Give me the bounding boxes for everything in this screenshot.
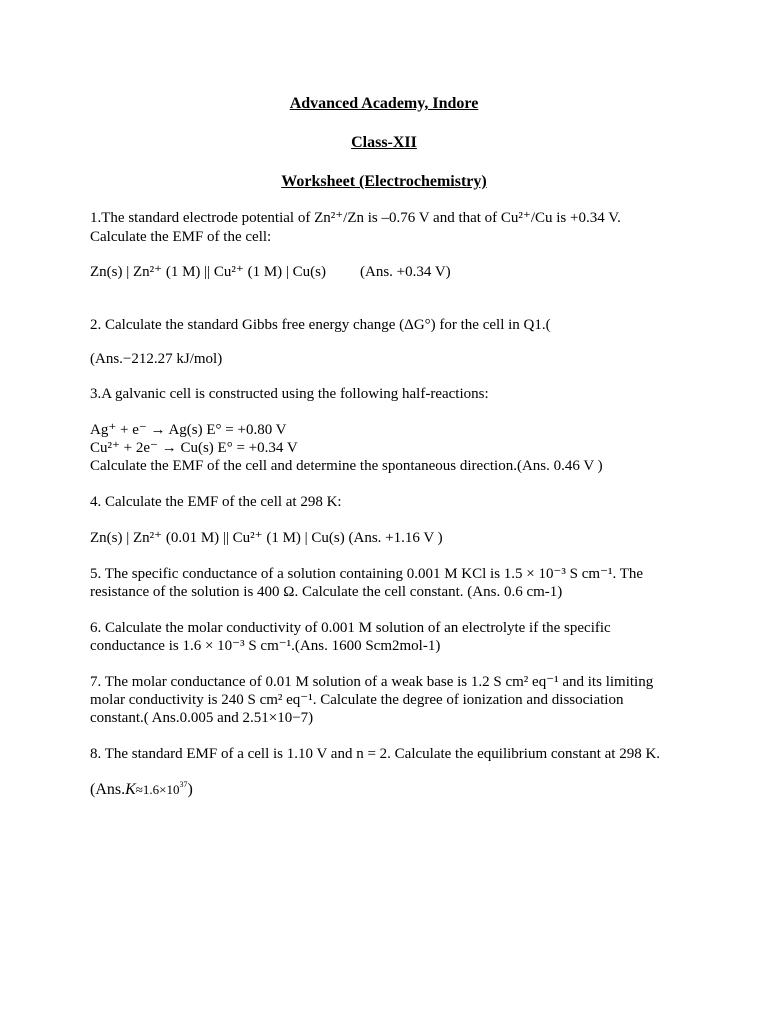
question-4-line-1: 4. Calculate the EMF of the cell at 298 K:	[90, 494, 342, 510]
institute-title: Advanced Academy, Indore	[289, 95, 479, 112]
question-1-cell-notation: Zn(s) | Zn²⁺ (1 M) || Cu²⁺ (1 M) | Cu(s)	[90, 264, 326, 280]
question-8-answer	[90, 781, 730, 799]
answer-prefix: (Ans.	[90, 781, 126, 798]
answer-value: ≈1.6×10	[135, 782, 180, 797]
answer-exponent: 37	[179, 780, 188, 789]
question-6-line-2: conductance is 1.6 × 10⁻³ S cm⁻¹.(Ans. 1600 Scm2mol-1)	[90, 638, 441, 654]
question-5-line-1: 5. The specific conductance of a solution containing 0.001 M KCl is 1.5 × 10⁻³ S cm⁻¹. The	[90, 566, 644, 582]
question-7-line-1: 7. The molar conductance of 0.01 M solution of a weak base is 1.2 S cm² eq⁻¹ and its limiting	[90, 674, 654, 690]
question-2-line-1: 2. Calculate the standard Gibbs free energy change (ΔG°) for the cell in Q1.(	[90, 317, 551, 333]
question-2-answer: (Ans.−212.27 kJ/mol)	[90, 351, 223, 367]
question-6-line-1: 6. Calculate the molar conductivity of 0.001 M solution of an electrolyte if the specific	[90, 620, 611, 636]
question-3-reaction-2: Cu²⁺ + 2e⁻ → Cu(s) E° = +0.34 V	[90, 440, 298, 456]
question-1-line-1: 1.The standard electrode potential of Zn²⁺/Zn is –0.76 V and that of Cu²⁺/Cu is +0.34 V.	[90, 210, 621, 226]
equilibrium-constant-symbol: K	[125, 781, 136, 798]
question-5-line-2: resistance of the solution is 400 Ω. Calculate the cell constant. (Ans. 0.6 cm-1)	[90, 584, 563, 600]
question-3-line-2: Calculate the EMF of the cell and determine the spontaneous direction.(Ans. 0.46 V )	[90, 458, 603, 474]
class-title: Class-XII	[351, 134, 417, 151]
question-4-cell: Zn(s) | Zn²⁺ (0.01 M) || Cu²⁺ (1 M) | Cu(s) (Ans. +1.16 V )	[90, 530, 443, 546]
question-7-line-3: constant.( Ans.0.005 and 2.51×10−7)	[90, 710, 314, 726]
question-7-line-2: molar conductivity is 240 S cm² eq⁻¹. Calculate the degree of ionization and dissociation	[90, 692, 624, 708]
question-3-reaction-1: Ag⁺ + e⁻ → Ag(s) E° = +0.80 V	[90, 422, 287, 438]
question-1-answer: (Ans. +0.34 V)	[360, 264, 451, 280]
question-1-line-2: Calculate the EMF of the cell:	[90, 229, 272, 245]
worksheet-title: Worksheet (Electrochemistry)	[281, 173, 487, 190]
question-3-line-1: 3.A galvanic cell is constructed using the following half-reactions:	[90, 386, 489, 402]
question-8-line-1: 8. The standard EMF of a cell is 1.10 V and n = 2. Calculate the equilibrium constant at 298 K.	[90, 746, 661, 762]
question-1-cell	[90, 263, 730, 281]
answer-suffix: )	[187, 781, 193, 798]
